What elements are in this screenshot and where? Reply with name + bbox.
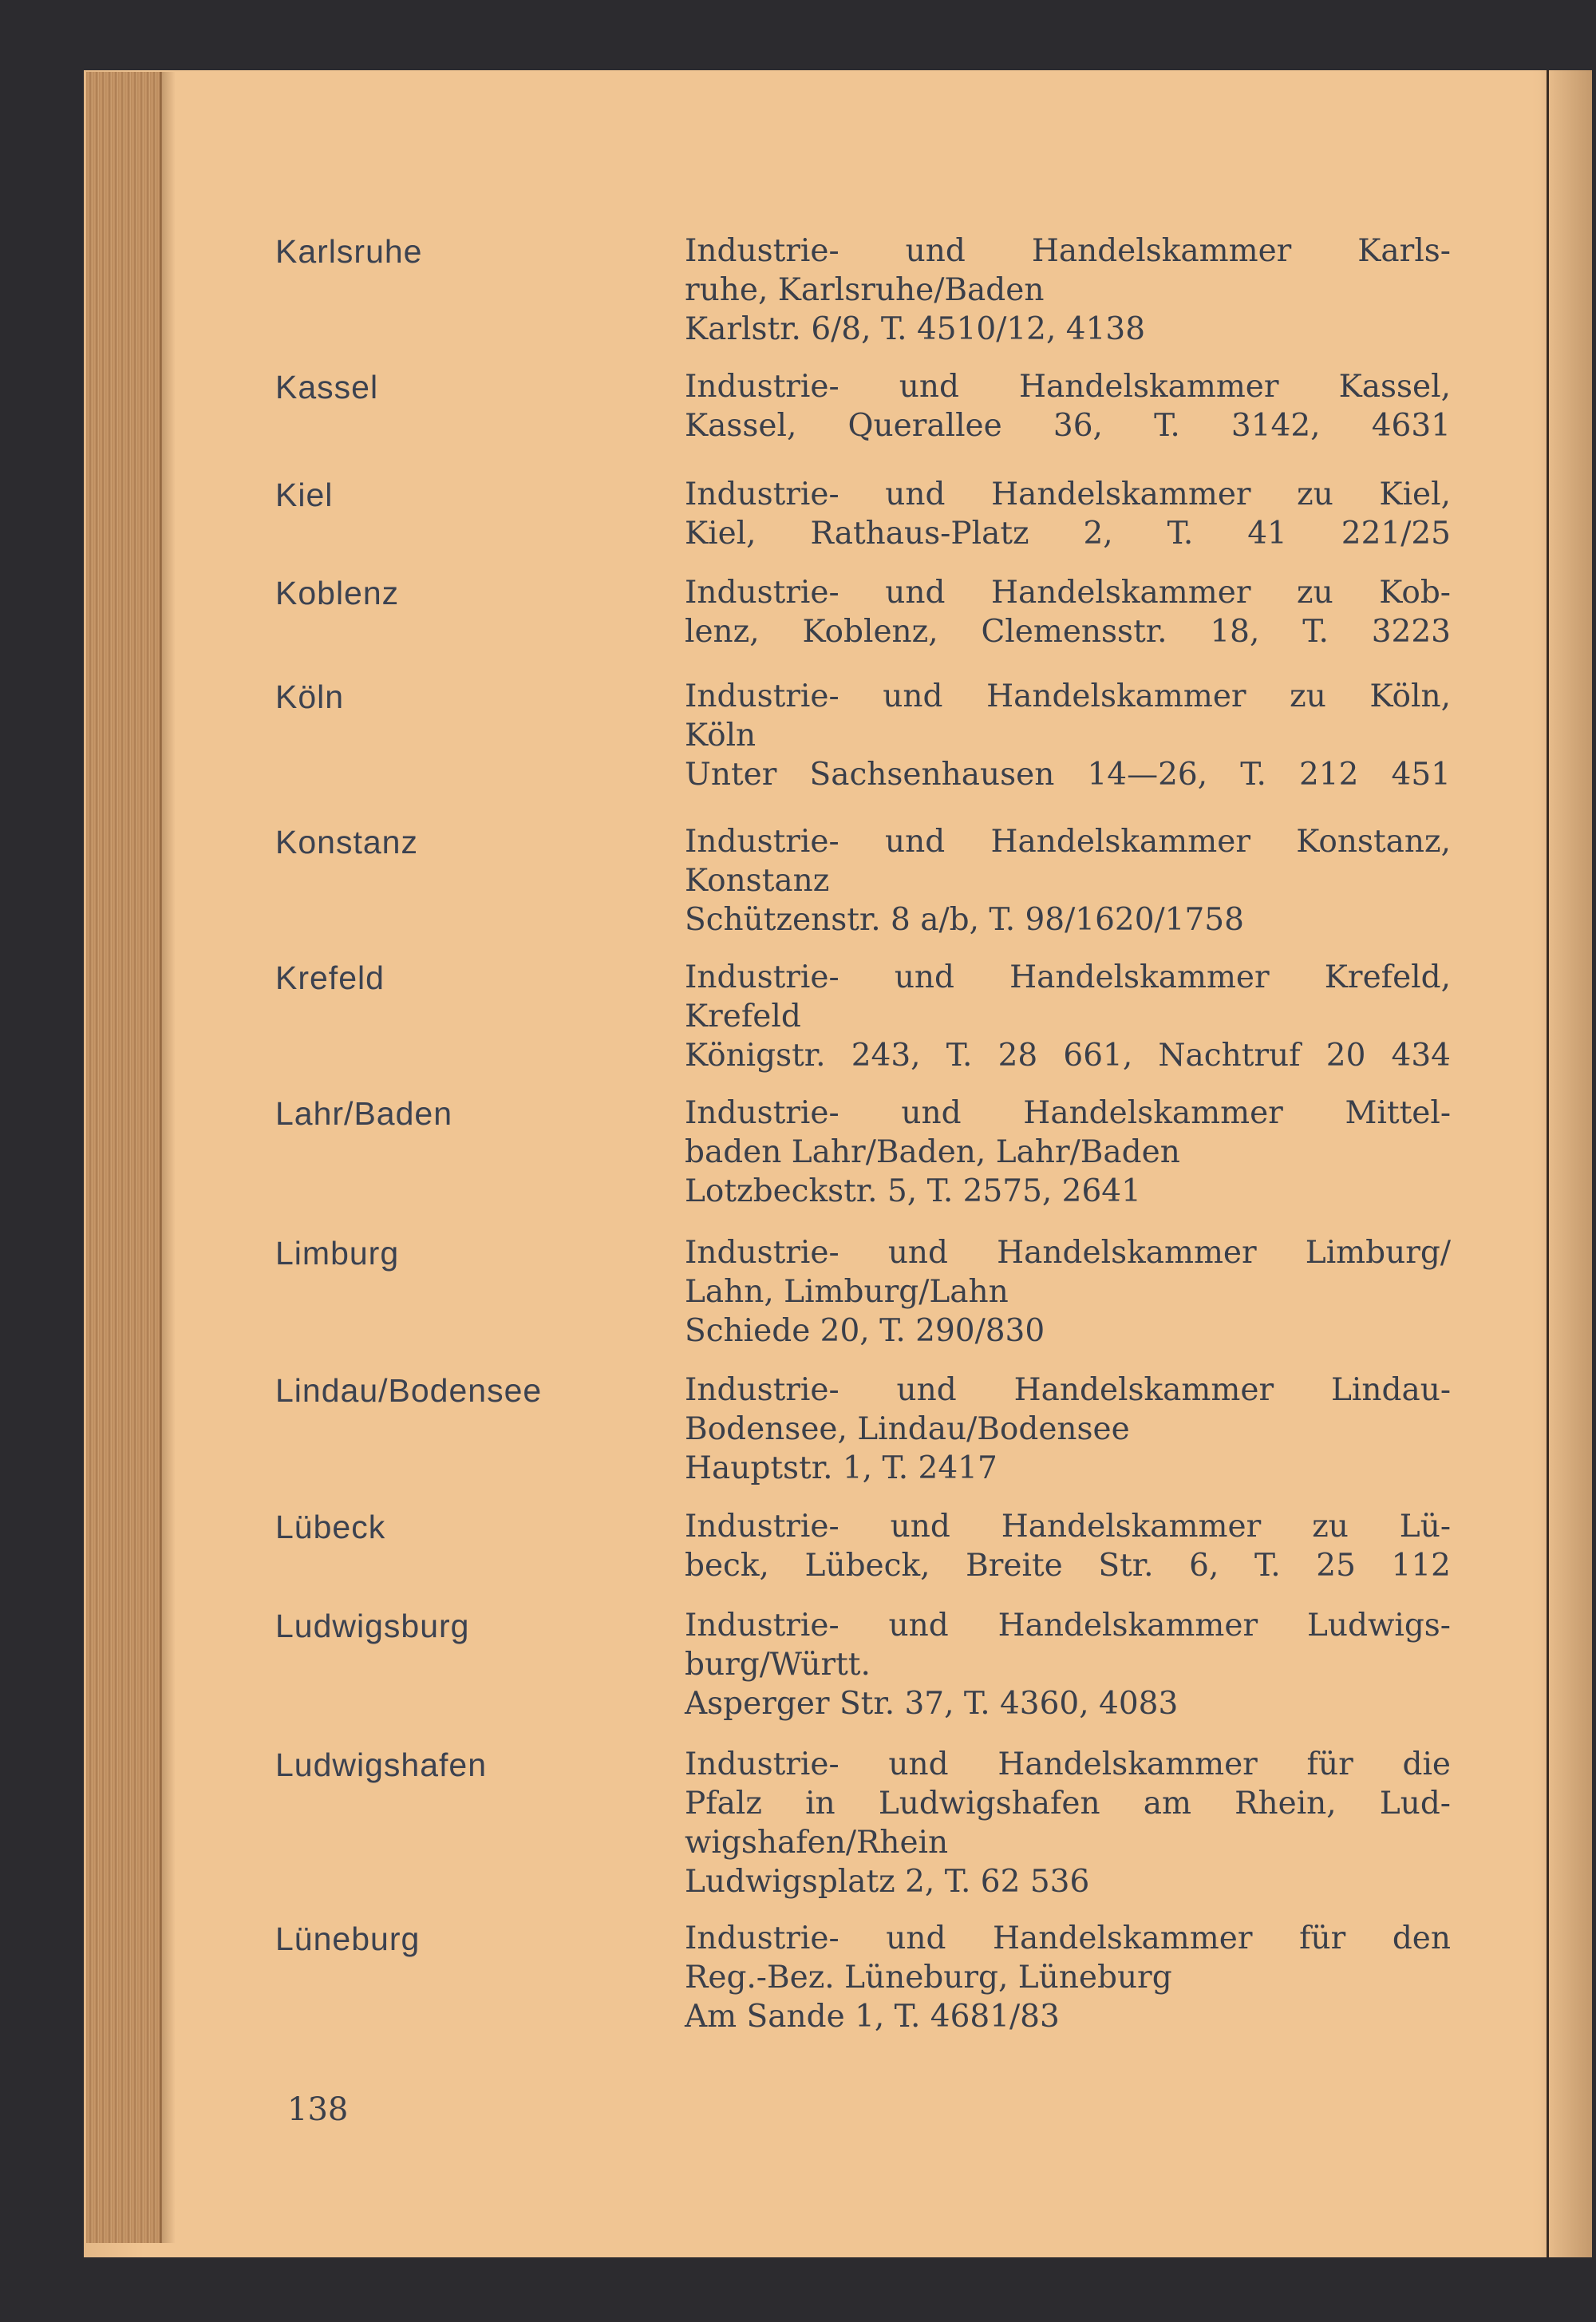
entry-line: ruhe, Karlsruhe/Baden [685, 272, 1045, 308]
chamber-entry [685, 822, 1451, 939]
page-edges [86, 72, 162, 2243]
city-name: Lahr/Baden [275, 1095, 453, 1132]
entry-line: Industrie- und Handelskammer zu Lü- [685, 1509, 1451, 1545]
entry-line: Kassel, Querallee 36, T. 3142, 4631 [685, 408, 1451, 444]
chamber-entry [685, 367, 1451, 445]
entry-line: Lotzbeckstr. 5, T. 2575, 2641 [685, 1173, 1141, 1209]
chamber-entry [685, 573, 1451, 651]
city-name: Lindau/Bodensee [275, 1372, 543, 1409]
entry-line: Am Sande 1, T. 4681/83 [685, 1999, 1060, 2035]
city-name: Ludwigshafen [275, 1746, 488, 1783]
entry-line: lenz, Koblenz, Clemensstr. 18, T. 3223 [685, 614, 1451, 650]
page-number: 138 [287, 2091, 349, 2128]
entry-line: Industrie- und Handelskammer Limburg/ [685, 1235, 1451, 1271]
entry-line: Bodensee, Lindau/Bodensee [685, 1411, 1130, 1447]
chamber-entry [685, 958, 1451, 1075]
chamber-entry [685, 1745, 1451, 1901]
entry-line: baden Lahr/Baden, Lahr/Baden [685, 1134, 1180, 1170]
entry-line: Industrie- und Handelskammer für die [685, 1746, 1451, 1782]
gutter-line [1547, 70, 1549, 2257]
entry-line: Unter Sachsenhausen 14—26, T. 212 451 [685, 757, 1451, 793]
city-name: Limburg [275, 1235, 400, 1272]
entry-line: Industrie- und Handelskammer zu Kiel, [685, 477, 1451, 512]
city-name: Lüneburg [275, 1920, 421, 1957]
city-name: Kiel [275, 477, 334, 513]
entry-line: wigshafen/Rhein [685, 1825, 949, 1861]
entry-line: Industrie- und Handelskammer Konstanz, [685, 824, 1451, 860]
entry-line: Königstr. 243, T. 28 661, Nachtruf 20 434 [685, 1038, 1451, 1074]
entry-line: Industrie- und Handelskammer Lindau- [685, 1372, 1451, 1408]
entry-line: Hauptstr. 1, T. 2417 [685, 1450, 998, 1486]
entry-line: Schiede 20, T. 290/830 [685, 1313, 1045, 1349]
entry-line: Schützenstr. 8 a/b, T. 98/1620/1758 [685, 902, 1244, 938]
entry-line: Reg.-Bez. Lüneburg, Lüneburg [685, 1960, 1172, 1996]
entry-line: Industrie- und Handelskammer Kassel, [685, 369, 1451, 405]
chamber-entry [685, 1094, 1451, 1211]
entry-line: Industrie- und Handelskammer Karls- [685, 233, 1451, 269]
entry-line: Industrie- und Handelskammer für den [685, 1920, 1451, 1956]
page-edge-shadow [160, 72, 176, 2243]
chamber-entry [685, 475, 1451, 553]
entry-line: Asperger Str. 37, T. 4360, 4083 [685, 1686, 1179, 1722]
chamber-entry [685, 1371, 1451, 1488]
chamber-entry [685, 231, 1451, 349]
city-name: Konstanz [275, 824, 418, 860]
entry-line: Kiel, Rathaus-Platz 2, T. 41 221/25 [685, 516, 1451, 552]
city-name: Krefeld [275, 959, 385, 996]
chamber-entry [685, 1233, 1451, 1351]
chamber-entry [685, 1507, 1451, 1585]
entry-line: Ludwigsplatz 2, T. 62 536 [685, 1864, 1090, 1900]
entry-line: Industrie- und Handelskammer Ludwigs- [685, 1608, 1451, 1644]
entry-line: Krefeld [685, 999, 801, 1034]
city-name: Karlsruhe [275, 233, 423, 270]
entry-line: Pfalz in Ludwigshafen am Rhein, Lud- [685, 1786, 1451, 1822]
entry-line: Industrie- und Handelskammer zu Köln, [685, 678, 1451, 714]
city-name: Lübeck [275, 1509, 386, 1545]
entry-line: Lahn, Limburg/Lahn [685, 1274, 1009, 1310]
city-name: Ludwigsburg [275, 1608, 470, 1644]
city-name: Köln [275, 678, 345, 715]
entry-line: Konstanz [685, 863, 830, 899]
entry-line: beck, Lübeck, Breite Str. 6, T. 25 112 [685, 1548, 1451, 1584]
entry-line: Karlstr. 6/8, T. 4510/12, 4138 [685, 311, 1146, 347]
city-name: Kassel [275, 369, 379, 405]
entry-line: Industrie- und Handelskammer Mittel- [685, 1095, 1451, 1131]
chamber-entry [685, 677, 1451, 794]
entry-line: burg/Württ. [685, 1647, 871, 1683]
chamber-entry [685, 1919, 1451, 2036]
entry-line: Köln [685, 718, 757, 754]
chamber-entry [685, 1606, 1451, 1723]
city-name: Koblenz [275, 575, 400, 611]
entry-line: Industrie- und Handelskammer zu Kob- [685, 575, 1451, 611]
entry-line: Industrie- und Handelskammer Krefeld, [685, 959, 1451, 995]
